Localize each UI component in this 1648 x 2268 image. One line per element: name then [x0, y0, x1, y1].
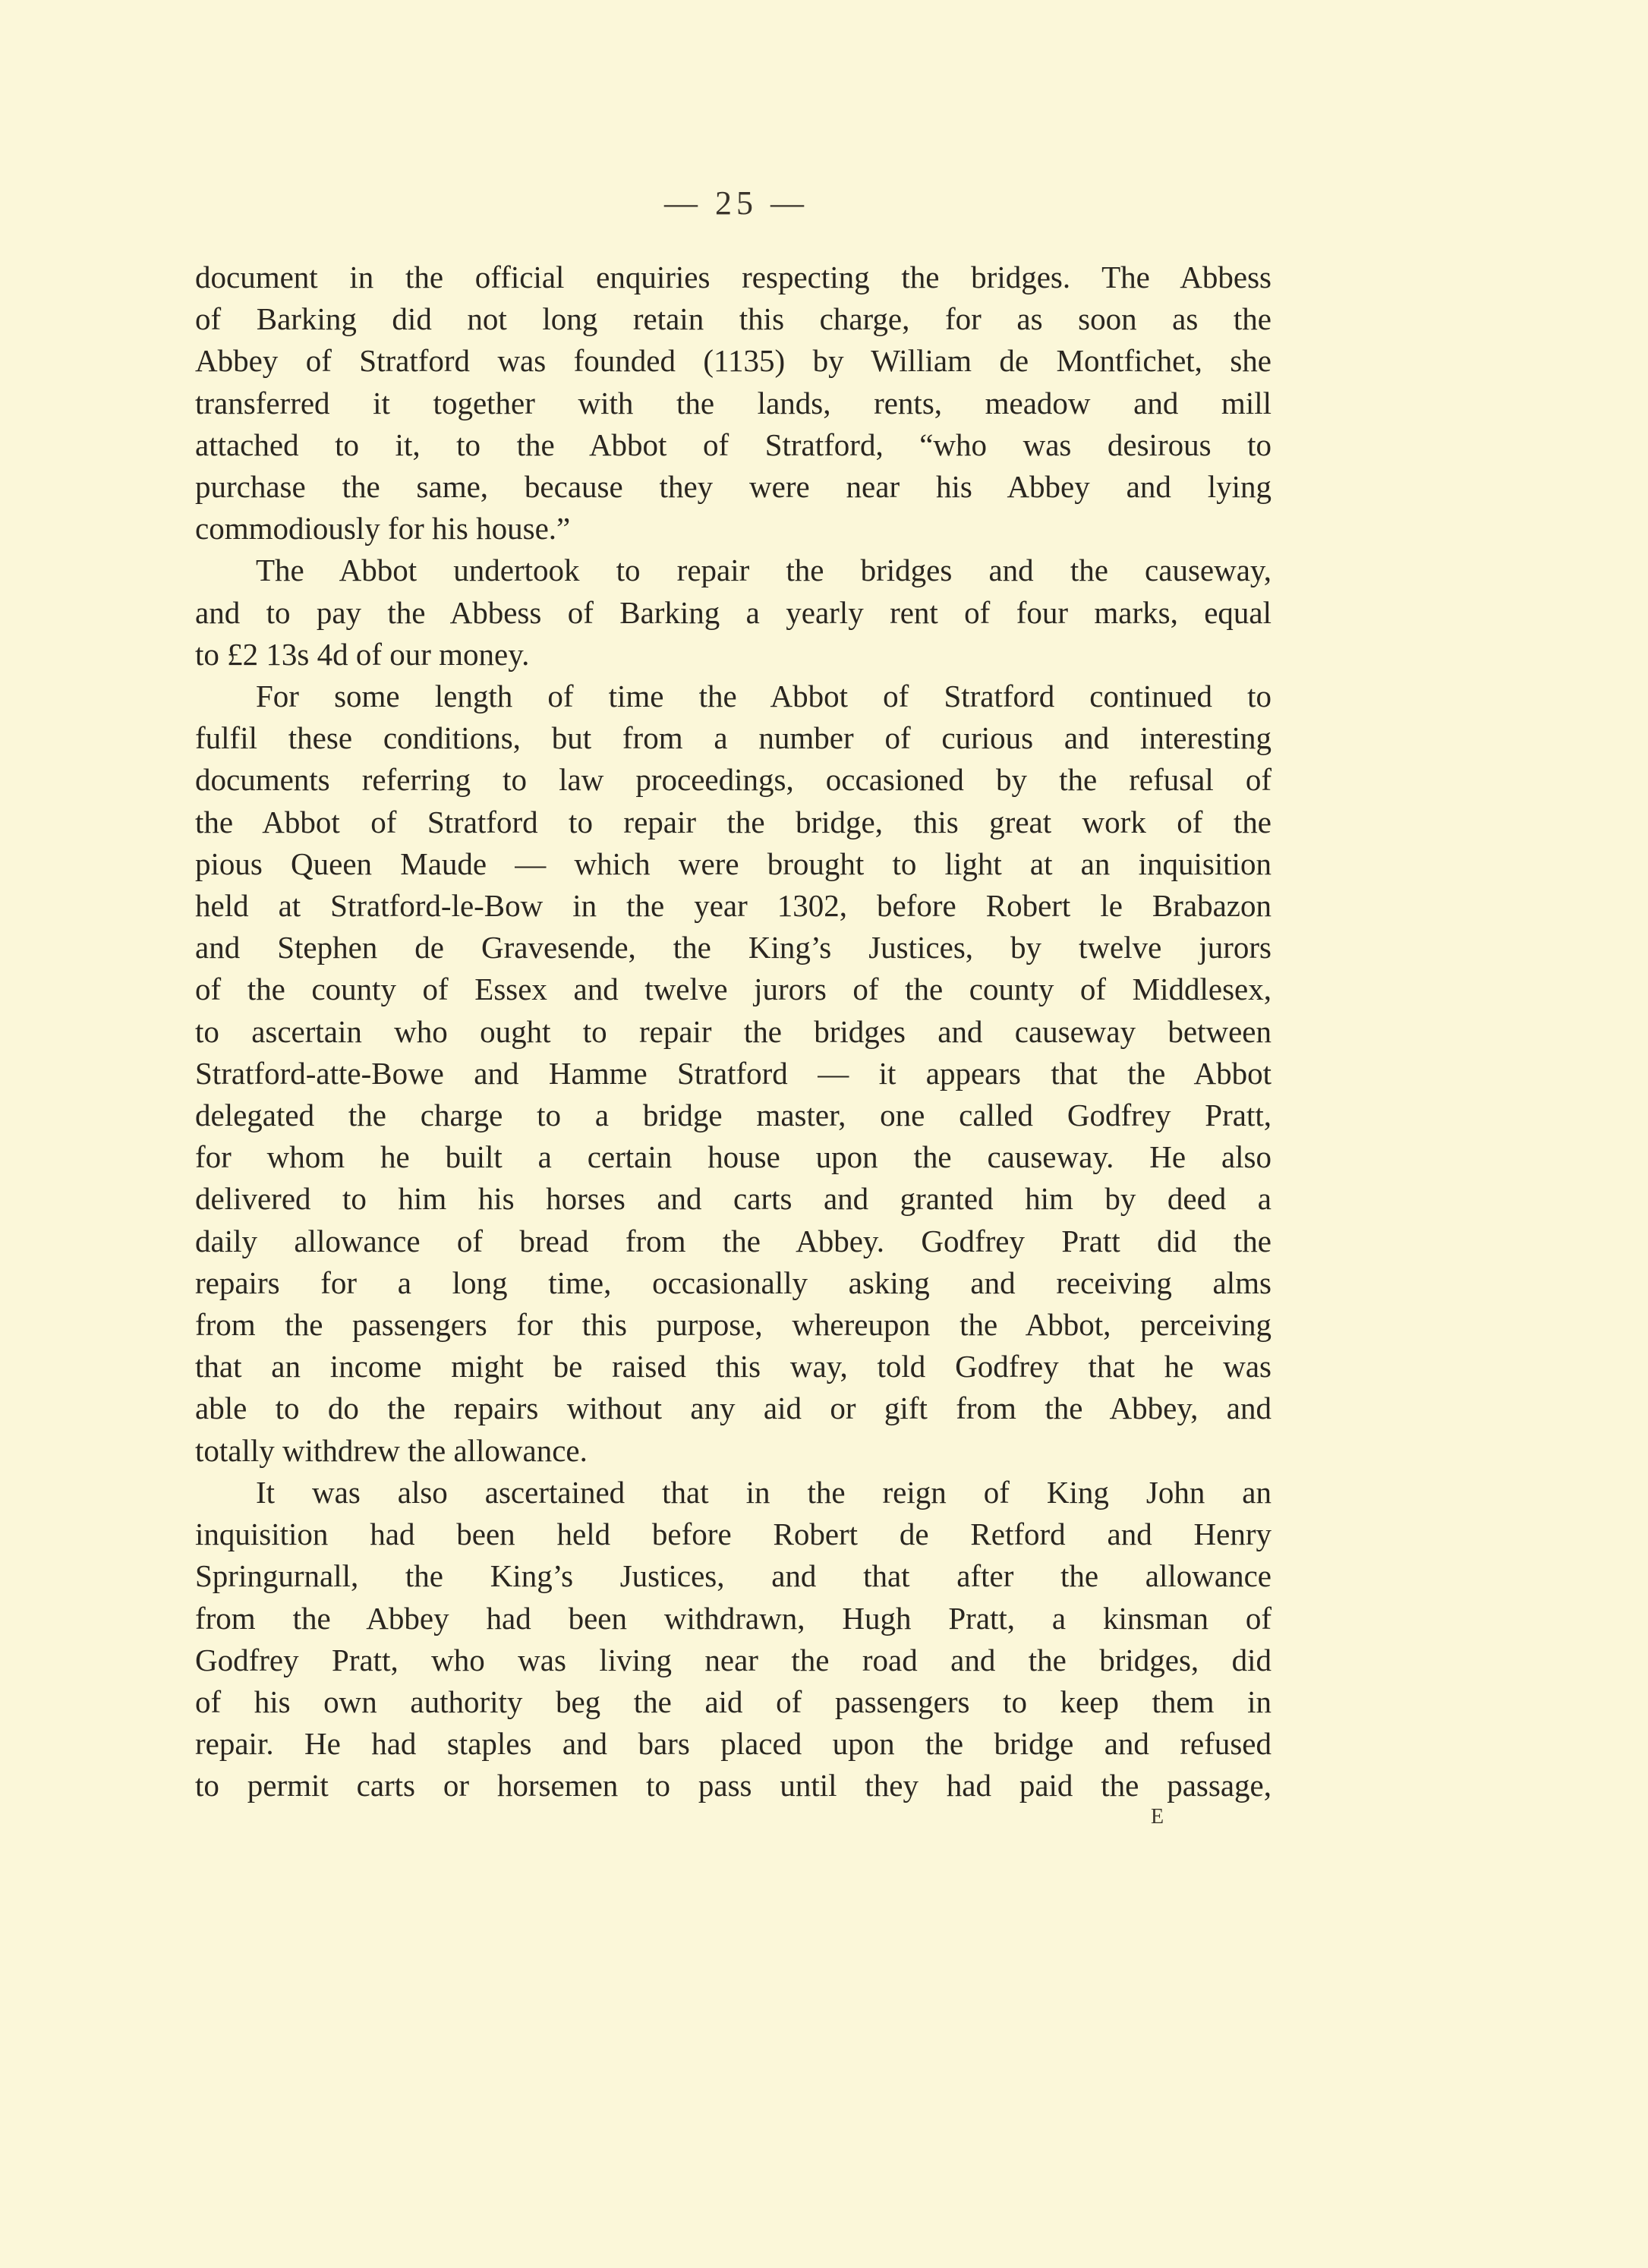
text-line: able to do the repairs without any aid or gift from the Abbey, and: [195, 1391, 1271, 1426]
text-line: and to pay the Abbess of Barking a yearly rent of four marks, equal: [195, 594, 1271, 630]
text-line: to ascertain who ought to repair the bridges and causeway between: [195, 1013, 1271, 1049]
page-number: — 25 —: [664, 184, 808, 222]
text-line: Godfrey Pratt, who was living near the road and the bridges, did: [195, 1642, 1271, 1677]
text-line: attached to it, to the Abbot of Stratford, “who was desirous to: [195, 427, 1271, 462]
paragraph-3: [195, 676, 1271, 1472]
text-line: Abbey of Stratford was founded (1135) by William de Montfichet, she: [195, 343, 1271, 379]
text-line: to permit carts or horsemen to pass until they had paid the passage,: [195, 1768, 1271, 1803]
text-line: the Abbot of Stratford to repair the bridge, this great work of the: [195, 804, 1271, 839]
text-line: for whom he built a certain house upon the causeway. He also: [195, 1139, 1271, 1175]
text-line: to £2 13s 4d of our money.: [195, 636, 530, 672]
text-line: The Abbot undertook to repair the bridges and the causeway,: [256, 553, 1271, 588]
text-line: Springurnall, the King’s Justices, and that after the allowance: [195, 1558, 1271, 1594]
text-line: transferred it together with the lands, rents, meadow and mill: [195, 385, 1271, 421]
text-line: document in the official enquiries respecting the bridges. The Abbess: [195, 260, 1271, 295]
text-line: of the county of Essex and twelve jurors of the county of Middlesex,: [195, 972, 1271, 1007]
text-line: from the passengers for this purpose, whereupon the Abbot, perceiving: [195, 1307, 1271, 1343]
text-line: inquisition had been held before Robert de Retford and Henry: [195, 1517, 1271, 1552]
text-line: delegated the charge to a bridge master, one called Godfrey Pratt,: [195, 1098, 1271, 1133]
text-line: totally withdrew the allowance.: [195, 1432, 588, 1468]
text-line: delivered to him his horses and carts and granted him by deed a: [195, 1181, 1271, 1217]
text-line: daily allowance of bread from the Abbey. Godfrey Pratt did the: [195, 1223, 1271, 1258]
text-line: of Barking did not long retain this charge, for as soon as the: [195, 301, 1271, 337]
text-line: held at Stratford-le-Bow in the year 1302, before Robert le Brabazon: [195, 888, 1271, 924]
text-line: of his own authority beg the aid of passengers to keep them in: [195, 1684, 1271, 1719]
text-line: fulfil these conditions, but from a number of curious and interesting: [195, 720, 1271, 756]
text-line: It was also ascertained that in the reign of King John an: [256, 1474, 1271, 1510]
text-line: that an income might be raised this way, told Godfrey that he was: [195, 1349, 1271, 1384]
text-line: For some length of time the Abbot of Stratford continued to: [256, 679, 1271, 714]
text-line: and Stephen de Gravesende, the King’s Justices, by twelve jurors: [195, 930, 1271, 965]
paragraph-4: [195, 1472, 1271, 1807]
signature-mark: E: [1151, 1805, 1166, 1829]
text-line: commodiously for his house.”: [195, 511, 571, 547]
body-text: [195, 257, 1271, 1807]
text-line: repair. He had staples and bars placed upon the bridge and refused: [195, 1726, 1271, 1762]
paragraph-1: [195, 257, 1271, 550]
paragraph-2: [195, 550, 1271, 676]
text-line: documents referring to law proceedings, occasioned by the refusal of: [195, 762, 1271, 798]
text-line: from the Abbey had been withdrawn, Hugh Pratt, a kinsman of: [195, 1600, 1271, 1636]
text-line: repairs for a long time, occasionally asking and receiving alms: [195, 1265, 1271, 1300]
text-line: pious Queen Maude — which were brought to light at an inquisition: [195, 846, 1271, 881]
text-line: Stratford-atte-Bowe and Hamme Stratford — it appears that the Abbot: [195, 1055, 1271, 1091]
text-line: purchase the same, because they were near his Abbey and lying: [195, 469, 1271, 505]
